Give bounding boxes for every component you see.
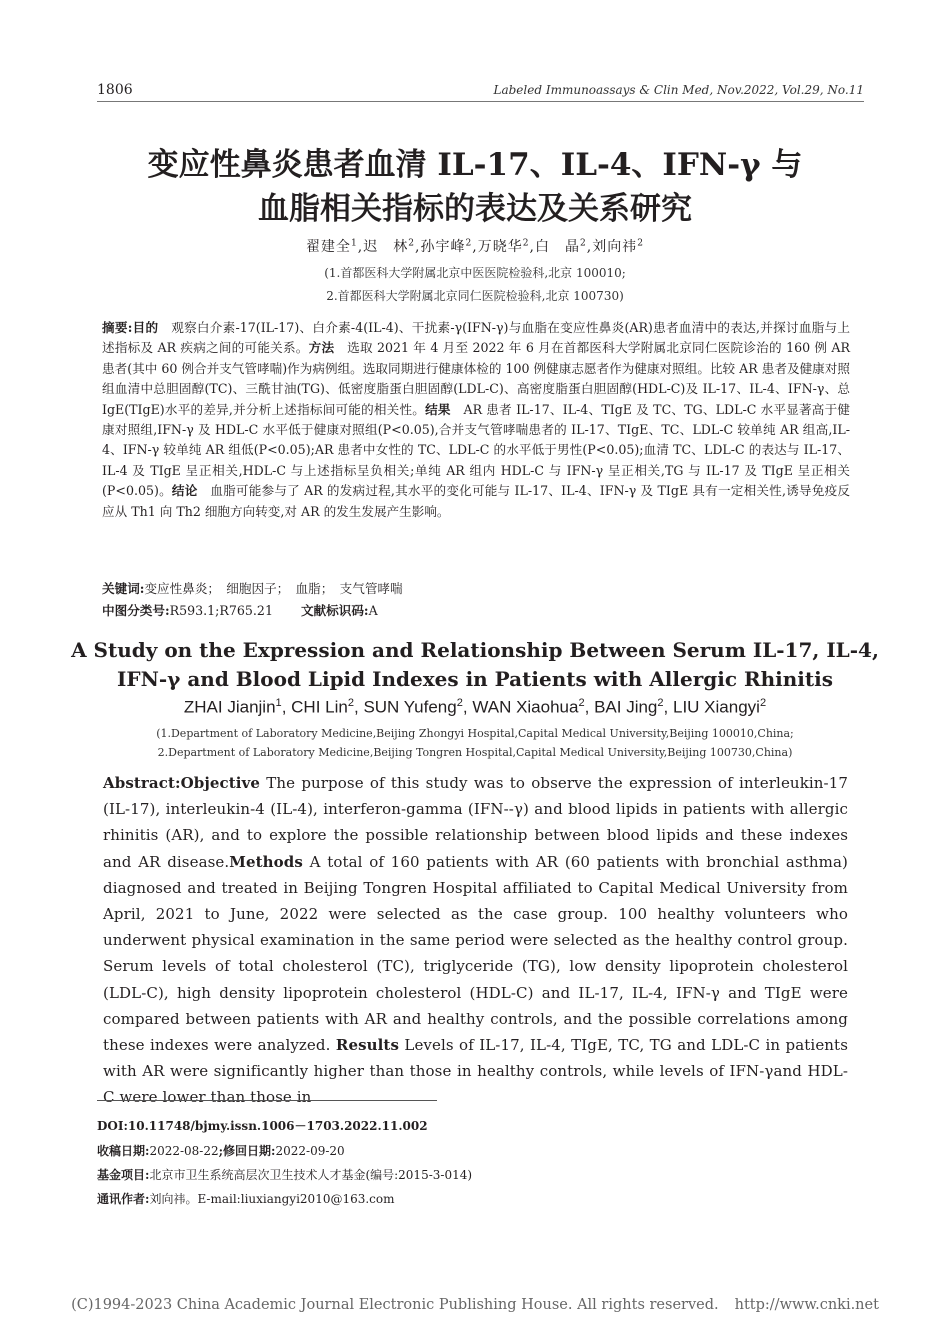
cn-title-line2: 血脂相关指标的表达及关系研究 bbox=[258, 191, 692, 227]
cn-author: 孙宇峰 bbox=[420, 239, 466, 255]
cn-results: AR 患者 IL-17、IL-4、TIgE 及 TC、TG、LDL-C 水平显著高于健康对照组,IFN-γ 及 HDL-C 水平低于健康对照组(P<0.05),合并支气管哮喘患者的 IL-17、TIgE、TC、LDL-C 较单纯 AR 组高,IL-4、IFN-γ 较单纯 AR 组低(P<0.05);AR 患者中女性的 TC、LDL-C 的水平低于男性(P<0.05);血清 TC、LDL-C 的表达与 IL-17、IL-4 及 TIgE 呈正相关,HDL-C 与上述指标呈负相关;单纯 AR 组内 HDL-C 与 IFN-γ 呈正相关,TG 与 IL-17 及 TIgE 呈正相关(P<0.05)。 bbox=[102, 401, 850, 499]
cn-author: 万晓华 bbox=[477, 239, 523, 255]
corresponding-author: 通讯作者:刘向祎。E-mail:liuxiangyi2010@163.com bbox=[97, 1192, 395, 1206]
cn-objective: 观察白介素-17(IL-17)、白介素-4(IL-4)、干扰素-γ(IFN-γ)与血脂在变应性鼻炎(AR)患者血清中的表达,并探讨血脂与上述指标及 AR 疾病之间的可能关系。 bbox=[102, 320, 850, 356]
en-authors: ZHAI Jianjin$^1$, CHI Lin$^2$, SUN Yufeng$^2$, WAN Xiaohua$^2$, BAI Jing$^2$, LIU Xiangyi$^2$ bbox=[183, 697, 767, 717]
cn-abstract: 摘要:目的 观察白介素-17(IL-17)、白介素-4(IL-4)、干扰素-γ(IFN-γ)与血脂在变应性鼻炎(AR)患者血清中的表达,并探讨血脂与上述指标及 AR 疾病之间的可能关系。方法 选取 2021 年 4 月至 2022 年 6 月在首都医科大学附属北京同仁医院诊治的 160 例 AR 患者(其中 60 例合并支气管哮喘)作为病例组。选取同期进行健康体检的 100 例健康志愿者作为健康对照组。比较 AR 患者及健康对照组血清中总胆固醇(TC)、三酰甘油(TG)、低密度脂蛋白胆固醇(LDL-C)、高密度脂蛋白胆固醇(HDL-C)及 IL-17、IL-4、IFN-γ、总 IgE(TIgE)水平的差异,并分析上述指标间可能的相关性。结果 AR 患者 IL-17、IL-4、TIgE 及 TC、TG、LDL-C 水平显著高于健康对照组,IFN-γ 及 HDL-C 水平低于健康对照组(P<0.05),合并支气管哮喘患者的 IL-17、TIgE、TC、LDL-C 较单纯 AR 组高,IL-4、IFN-γ 较单纯 AR 组低(P<0.05);AR 患者中女性的 TC、LDL-C 的水平低于男性(P<0.05);血清 TC、LDL-C 的表达与 IL-17、IL-4 及 TIgE 呈正相关,HDL-C 与上述指标呈负相关;单纯 AR 组内 HDL-C 与 IFN-γ 呈正相关,TG 与 IL-17 及 TIgE 呈正相关(P<0.05)。结论 血脂可能参与了 AR 的发病过程,其水平的变化可能与 IL-17、IL-4、IFN-γ 及 TIgE 具有一定相关性,诱导免疫反应从 Th1 向 Th2 细胞方向转变,对 AR 的发生发展产生影响。 bbox=[102, 320, 850, 519]
dates: 收稿日期:2022-08-22;修回日期:2022-09-20 bbox=[97, 1144, 345, 1158]
cn-classification: 中图分类号:R593.1;R765.21 文献标识码:A bbox=[102, 603, 378, 618]
cnki-link[interactable]: http://www.cnki.net bbox=[734, 1297, 879, 1313]
en-methods: A total of 160 patients with AR (60 patients with bronchial asthma) diagnosed and treated in Beijing Tongren Hospital affiliated to Capital Medical University from April, 2021 to June, 2022 were selected as the case group. 100 healthy volunteers who underwent physical examination in the same period were selected as the healthy control group. Serum levels of total cholesterol (TC), triglyceride (TG), low density lipoprotein cholesterol (LDL-C), high density lipoprotein cholesterol (HDL-C) and IL-17, IL-4, IFN-γ and TIgE were compared between patients with AR and healthy controls, and the possible correlations among these indexes were analyzed. bbox=[103, 852, 848, 1055]
header-rule bbox=[97, 101, 864, 102]
en-objective: The purpose of this study was to observe the expression of interleukin-17 (IL-17), interleukin-4 (IL-4), interferon-gamma (IFN--γ) and blood lipids in patients with allergic rhinitis (AR), and to explore the possible relationship between blood lipids and these indexes and AR disease. bbox=[103, 774, 848, 871]
page-number: 1806 bbox=[97, 82, 133, 98]
cn-affiliation-1: (1.首都医科大学附属北京中医医院检验科,北京 100010; bbox=[324, 266, 626, 280]
en-title bbox=[0, 636, 950, 694]
en-title-line1: A Study on the Expression and Relationship Between Serum IL-17, IL-4, bbox=[71, 638, 879, 662]
en-results-label: Results bbox=[335, 1036, 400, 1055]
en-affiliation-2: 2.Department of Laboratory Medicine,Beijing Tongren Hospital,Capital Medical University,Beijing 100730,China) bbox=[157, 746, 793, 759]
cn-affiliation-2: 2.首都医科大学附属北京同仁医院检验科,北京 100730) bbox=[326, 289, 624, 303]
cn-conclusion: 血脂可能参与了 AR 的发病过程,其水平的变化可能与 IL-17、IL-4、IFN-γ 及 TIgE 具有一定相关性,诱导免疫反应从 Th1 向 Th2 细胞方向转变,对 AR 的发生发展产生影响。 bbox=[102, 483, 850, 519]
en-abstract: Abstract:Objective The purpose of this study was to observe the expression of interleukin-17 (IL-17), interleukin-4 (IL-4), interferon-gamma (IFN--γ) and blood lipids in patients with allergic rhinitis (AR), and to explore the possible relationship between blood lipids and these indexes and AR disease.Methods A total of 160 patients with AR (60 patients with bronchial asthma) diagnosed and treated in Beijing Tongren Hospital affiliated to Capital Medical University from April, 2021 to June, 2022 were selected as the case group. 100 healthy volunteers who underwent physical examination in the same period were selected as the healthy control group. Serum levels of total cholesterol (TC), triglyceride (TG), low density lipoprotein cholesterol (LDL-C), high density lipoprotein cholesterol (HDL-C) and IL-17, IL-4, IFN-γ and TIgE were compared between patients with AR and healthy controls, and the possible correlations among these indexes were analyzed. Results Levels of IL-17, IL-4, TIgE, TC, TG and LDL-C in patients with AR were significantly higher than those in healthy controls, while levels of IFN-γand HDL-C were lower than those in bbox=[103, 774, 848, 1107]
cn-keywords: 关键词:变应性鼻炎； 细胞因子； 血脂； 支气管哮喘 bbox=[102, 581, 403, 596]
en-affiliation-1: (1.Department of Laboratory Medicine,Beijing Zhongyi Hospital,Capital Medical University,Beijing 100010,China; bbox=[156, 727, 794, 740]
copyright: (C)1994-2023 China Academic Journal Electronic Publishing House. All rights reserved. http://www.cnki.net bbox=[71, 1297, 879, 1313]
cn-title-line1: 变应性鼻炎患者血清 IL-17、IL-4、IFN-γ 与 bbox=[147, 147, 803, 183]
cn-author: 迟 林 bbox=[363, 239, 409, 255]
cn-methods-label: 方法 bbox=[308, 340, 335, 356]
cn-authors: 翟建全$^1$,迟 林$^2$,孙宇峰$^2$,万晓华$^2$,白 晶$^2$,刘向祎$^2$ bbox=[305, 238, 645, 255]
cn-author: 白 晶 bbox=[534, 239, 580, 255]
cn-author: 刘向祎 bbox=[592, 239, 638, 255]
cn-results-label: 结果 bbox=[425, 401, 451, 417]
en-objective-label: Objective bbox=[180, 774, 261, 792]
en-results: Levels of IL-17, IL-4, TIgE, TC, TG and LDL-C in patients with AR were significantly higher than those in healthy controls, while levels of IFN-γand HDL-C were lower than those in bbox=[103, 1036, 848, 1107]
en-title-line2: IFN-γ and Blood Lipid Indexes in Patients with Allergic Rhinitis bbox=[117, 667, 833, 691]
en-methods-label: Methods bbox=[229, 852, 303, 871]
cn-conclusion-label: 结论 bbox=[171, 483, 198, 499]
doi: DOI:10.11748/bjmy.issn.1006－1703.2022.11.002 bbox=[97, 1119, 428, 1133]
cn-methods: 选取 2021 年 4 月至 2022 年 6 月在首都医科大学附属北京同仁医院诊治的 160 例 AR 患者(其中 60 例合并支气管哮喘)作为病例组。选取同期进行健康体检的 100 例健康志愿者作为健康对照组。比较 AR 患者及健康对照组血清中总胆固醇(TC)、三酰甘油(TG)、低密度脂蛋白胆固醇(LDL-C)、高密度脂蛋白胆固醇(HDL-C)及 IL-17、IL-4、IFN-γ、总 IgE(TIgE)水平的差异,并分析上述指标间可能的相关性。 bbox=[102, 340, 850, 417]
cn-author: 翟建全 bbox=[305, 239, 351, 255]
journal-header: Labeled Immunoassays & Clin Med, Nov.2022, Vol.29, No.11 bbox=[493, 83, 864, 97]
fund: 基金项目:北京市卫生系统高层次卫生技术人才基金(编号:2015-3-014) bbox=[97, 1168, 473, 1182]
footnote-rule bbox=[97, 1100, 437, 1101]
cn-title bbox=[0, 143, 950, 231]
cn-objective-label: 目的 bbox=[132, 320, 159, 335]
